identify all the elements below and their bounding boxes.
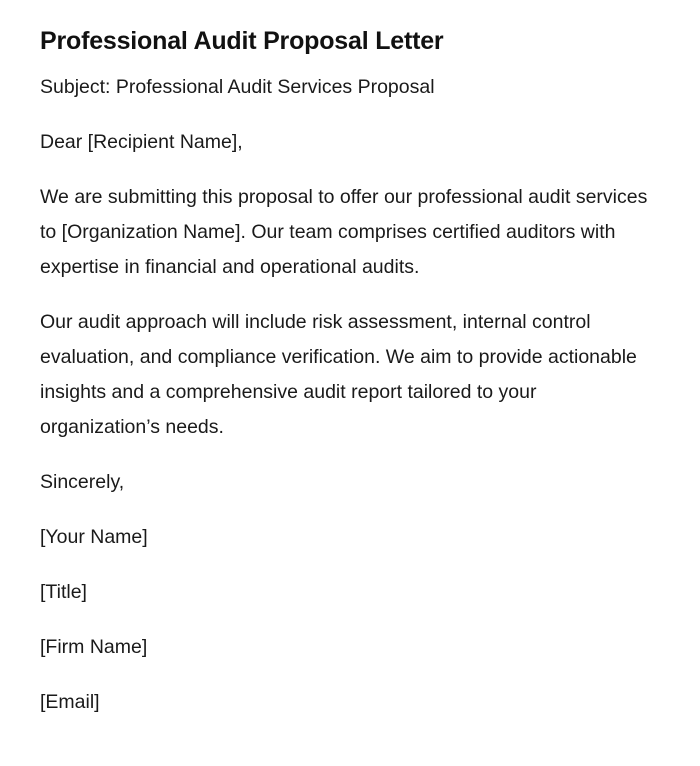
body-paragraph-approach: Our audit approach will include risk assessment, internal control evaluation, and compliance verification. We aim to provide actionable insights and a comprehensive audit report tailored to your organization’s needs. [40,311,637,438]
signature-title: [Title] [40,581,87,603]
signature-name: [Your Name] [40,526,148,548]
letter-title: Professional Audit Proposal Letter [40,27,444,55]
salutation: Dear [Recipient Name], [40,131,243,153]
letter-document [40,22,650,720]
body-paragraph-intro: We are submitting this proposal to offer our professional audit services to [Organization Name]. Our team comprises certified auditors with expertise in financial and operational audits. [40,186,648,278]
closing: Sincerely, [40,471,125,493]
signature-firm: [Firm Name] [40,636,148,658]
signature-email: [Email] [40,691,100,713]
subject-line: Subject: Professional Audit Services Proposal [40,76,435,98]
